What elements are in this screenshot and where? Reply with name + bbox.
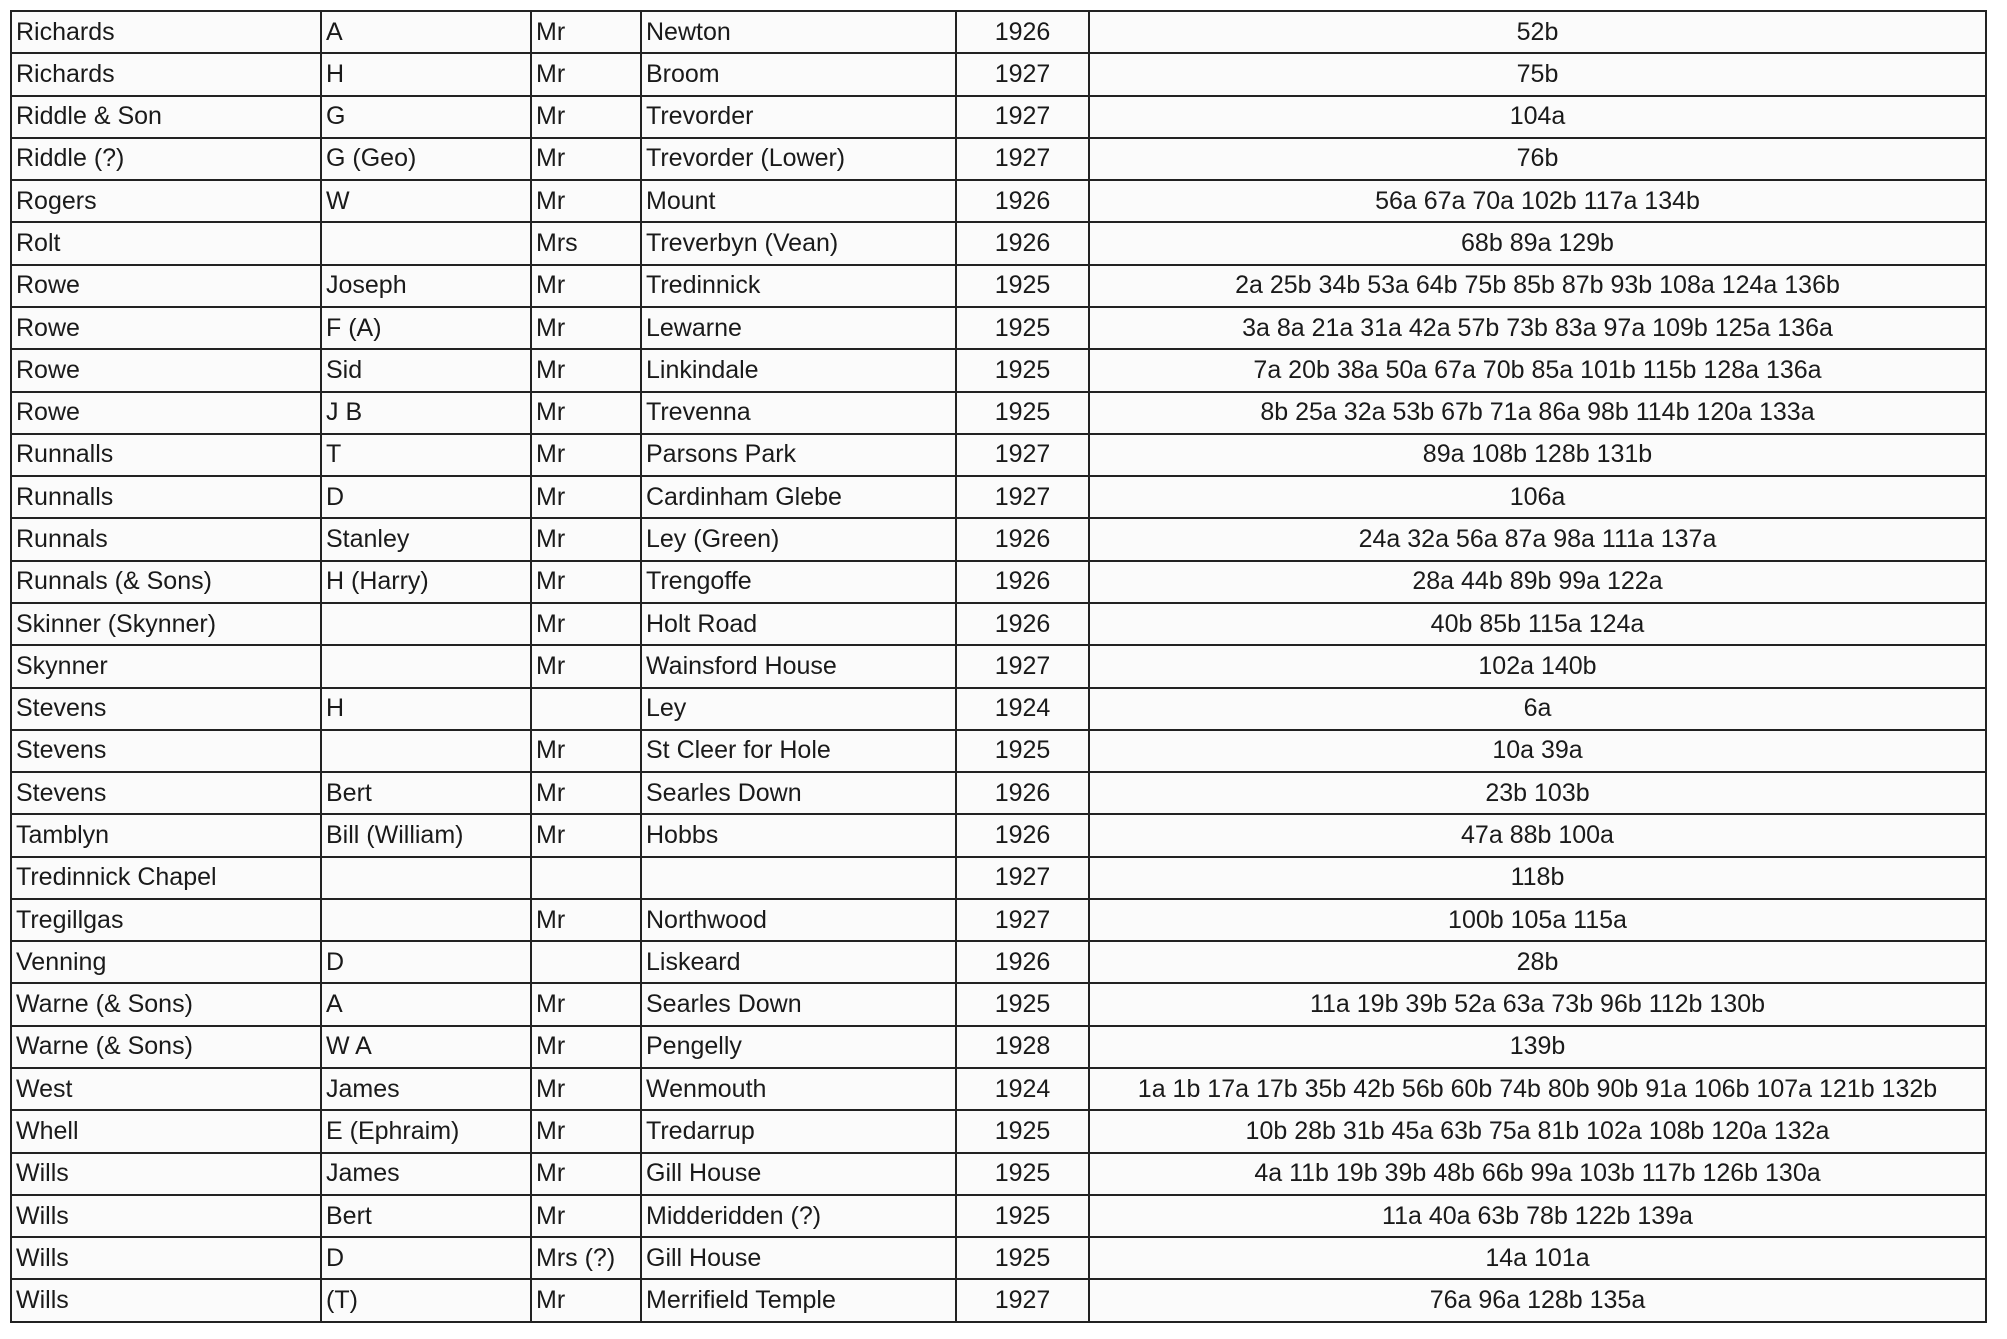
surname-cell: Rogers (11, 180, 321, 222)
page-references-cell: 14a 101a (1089, 1237, 1986, 1279)
table-row (11, 434, 1986, 476)
first-name-cell: Joseph (321, 265, 531, 307)
place-cell: St Cleer for Hole (641, 730, 956, 772)
year-cell: 1927 (956, 476, 1089, 518)
place-cell: Searles Down (641, 983, 956, 1025)
page-references-cell: 11a 19b 39b 52a 63a 73b 96b 112b 130b (1089, 983, 1986, 1025)
page-references-cell: 1a 1b 17a 17b 35b 42b 56b 60b 74b 80b 90b 91a 106b 107a 121b 132b (1089, 1068, 1986, 1110)
place-cell: Holt Road (641, 603, 956, 645)
page-references-cell: 7a 20b 38a 50a 67a 70b 85a 101b 115b 128a 136a (1089, 349, 1986, 391)
title-cell (531, 857, 641, 899)
surname-cell: Rowe (11, 265, 321, 307)
place-cell: Northwood (641, 899, 956, 941)
surname-cell: Whell (11, 1110, 321, 1152)
title-cell: Mr (531, 983, 641, 1025)
year-cell: 1925 (956, 307, 1089, 349)
year-cell: 1927 (956, 434, 1089, 476)
year-cell: 1926 (956, 222, 1089, 264)
first-name-cell: E (Ephraim) (321, 1110, 531, 1152)
place-cell: Lewarne (641, 307, 956, 349)
page-references-cell: 56a 67a 70a 102b 117a 134b (1089, 180, 1986, 222)
table-row (11, 857, 1986, 899)
year-cell: 1925 (956, 265, 1089, 307)
surname-cell: Stevens (11, 730, 321, 772)
first-name-cell: (T) (321, 1279, 531, 1322)
first-name-cell: D (321, 941, 531, 983)
surname-cell: Wills (11, 1279, 321, 1322)
place-cell: Trevenna (641, 392, 956, 434)
title-cell: Mr (531, 730, 641, 772)
table-row (11, 476, 1986, 518)
year-cell: 1928 (956, 1026, 1089, 1068)
first-name-cell: Bert (321, 772, 531, 814)
table-row (11, 518, 1986, 560)
table-row (11, 1195, 1986, 1237)
title-cell: Mr (531, 96, 641, 138)
page-references-cell: 118b (1089, 857, 1986, 899)
place-cell: Searles Down (641, 772, 956, 814)
first-name-cell: A (321, 11, 531, 53)
surname-cell: Rolt (11, 222, 321, 264)
register-table-body (11, 11, 1986, 1322)
title-cell (531, 941, 641, 983)
page-references-cell: 3a 8a 21a 31a 42a 57b 73b 83a 97a 109b 125a 136a (1089, 307, 1986, 349)
table-row (11, 265, 1986, 307)
first-name-cell: H (321, 688, 531, 730)
place-cell: Broom (641, 53, 956, 95)
year-cell: 1926 (956, 772, 1089, 814)
surname-cell: Skynner (11, 645, 321, 687)
title-cell: Mr (531, 561, 641, 603)
first-name-cell (321, 603, 531, 645)
first-name-cell: J B (321, 392, 531, 434)
year-cell: 1925 (956, 730, 1089, 772)
year-cell: 1925 (956, 1195, 1089, 1237)
title-cell: Mr (531, 349, 641, 391)
first-name-cell: G (321, 96, 531, 138)
title-cell: Mr (531, 434, 641, 476)
place-cell: Tredinnick (641, 265, 956, 307)
year-cell: 1927 (956, 96, 1089, 138)
surname-cell: West (11, 1068, 321, 1110)
first-name-cell: T (321, 434, 531, 476)
first-name-cell: Bert (321, 1195, 531, 1237)
page-references-cell: 11a 40a 63b 78b 122b 139a (1089, 1195, 1986, 1237)
table-row (11, 11, 1986, 53)
place-cell: Parsons Park (641, 434, 956, 476)
place-cell: Wenmouth (641, 1068, 956, 1110)
title-cell: Mr (531, 772, 641, 814)
table-row (11, 138, 1986, 180)
year-cell: 1925 (956, 1153, 1089, 1195)
table-row (11, 96, 1986, 138)
surname-cell: Runnalls (11, 476, 321, 518)
year-cell: 1926 (956, 561, 1089, 603)
place-cell: Trevorder (Lower) (641, 138, 956, 180)
first-name-cell (321, 222, 531, 264)
table-row (11, 899, 1986, 941)
page-references-cell: 139b (1089, 1026, 1986, 1068)
place-cell: Trevorder (641, 96, 956, 138)
surname-cell: Skinner (Skynner) (11, 603, 321, 645)
surname-cell: Richards (11, 53, 321, 95)
surname-cell: Runnals (11, 518, 321, 560)
surname-cell: Rowe (11, 349, 321, 391)
first-name-cell (321, 645, 531, 687)
table-row (11, 688, 1986, 730)
title-cell: Mr (531, 1026, 641, 1068)
table-row (11, 941, 1986, 983)
first-name-cell: James (321, 1153, 531, 1195)
page-references-cell: 28a 44b 89b 99a 122a (1089, 561, 1986, 603)
table-row (11, 730, 1986, 772)
place-cell: Treverbyn (Vean) (641, 222, 956, 264)
table-row (11, 645, 1986, 687)
place-cell: Gill House (641, 1237, 956, 1279)
place-cell: Newton (641, 11, 956, 53)
title-cell: Mr (531, 603, 641, 645)
title-cell: Mr (531, 518, 641, 560)
table-row (11, 222, 1986, 264)
table-row (11, 1237, 1986, 1279)
page-references-cell: 106a (1089, 476, 1986, 518)
surname-cell: Runnals (& Sons) (11, 561, 321, 603)
first-name-cell: W A (321, 1026, 531, 1068)
year-cell: 1926 (956, 814, 1089, 856)
page-references-cell: 75b (1089, 53, 1986, 95)
year-cell: 1926 (956, 603, 1089, 645)
first-name-cell: A (321, 983, 531, 1025)
place-cell: Wainsford House (641, 645, 956, 687)
year-cell: 1927 (956, 645, 1089, 687)
surname-cell: Venning (11, 941, 321, 983)
page-references-cell: 10b 28b 31b 45a 63b 75a 81b 102a 108b 120a 132a (1089, 1110, 1986, 1152)
page-references-cell: 40b 85b 115a 124a (1089, 603, 1986, 645)
table-row (11, 603, 1986, 645)
page-references-cell: 100b 105a 115a (1089, 899, 1986, 941)
place-cell (641, 857, 956, 899)
title-cell: Mr (531, 899, 641, 941)
title-cell: Mr (531, 1195, 641, 1237)
table-row (11, 1026, 1986, 1068)
year-cell: 1927 (956, 857, 1089, 899)
place-cell: Liskeard (641, 941, 956, 983)
table-row (11, 1153, 1986, 1195)
place-cell: Trengoffe (641, 561, 956, 603)
title-cell: Mr (531, 307, 641, 349)
title-cell: Mr (531, 53, 641, 95)
surname-cell: Tregillgas (11, 899, 321, 941)
year-cell: 1924 (956, 1068, 1089, 1110)
register-table (10, 10, 1987, 1323)
surname-cell: Warne (& Sons) (11, 983, 321, 1025)
table-row (11, 307, 1986, 349)
page-references-cell: 89a 108b 128b 131b (1089, 434, 1986, 476)
year-cell: 1925 (956, 1110, 1089, 1152)
surname-cell: Warne (& Sons) (11, 1026, 321, 1068)
surname-cell: Runnalls (11, 434, 321, 476)
surname-cell: Richards (11, 11, 321, 53)
place-cell: Linkindale (641, 349, 956, 391)
table-row (11, 1110, 1986, 1152)
year-cell: 1926 (956, 518, 1089, 560)
title-cell: Mr (531, 1068, 641, 1110)
page-references-cell: 23b 103b (1089, 772, 1986, 814)
title-cell: Mrs (?) (531, 1237, 641, 1279)
first-name-cell (321, 899, 531, 941)
first-name-cell: Bill (William) (321, 814, 531, 856)
first-name-cell: D (321, 1237, 531, 1279)
page-references-cell: 47a 88b 100a (1089, 814, 1986, 856)
page-references-cell: 6a (1089, 688, 1986, 730)
table-row (11, 1068, 1986, 1110)
first-name-cell: W (321, 180, 531, 222)
page-references-cell: 28b (1089, 941, 1986, 983)
year-cell: 1925 (956, 392, 1089, 434)
table-row (11, 983, 1986, 1025)
surname-cell: Wills (11, 1237, 321, 1279)
surname-cell: Stevens (11, 772, 321, 814)
table-row (11, 772, 1986, 814)
place-cell: Merrifield Temple (641, 1279, 956, 1322)
title-cell: Mr (531, 11, 641, 53)
page-references-cell: 76b (1089, 138, 1986, 180)
title-cell: Mr (531, 265, 641, 307)
title-cell: Mr (531, 814, 641, 856)
scanned-document-page (10, 10, 1985, 1323)
page-references-cell: 102a 140b (1089, 645, 1986, 687)
year-cell: 1927 (956, 899, 1089, 941)
surname-cell: Wills (11, 1153, 321, 1195)
table-row (11, 392, 1986, 434)
year-cell: 1927 (956, 138, 1089, 180)
title-cell: Mr (531, 1279, 641, 1322)
table-row (11, 180, 1986, 222)
page-references-cell: 2a 25b 34b 53a 64b 75b 85b 87b 93b 108a 124a 136b (1089, 265, 1986, 307)
first-name-cell: Sid (321, 349, 531, 391)
table-row (11, 1279, 1986, 1322)
surname-cell: Tredinnick Chapel (11, 857, 321, 899)
place-cell: Ley (641, 688, 956, 730)
table-row (11, 53, 1986, 95)
first-name-cell (321, 730, 531, 772)
surname-cell: Riddle & Son (11, 96, 321, 138)
place-cell: Ley (Green) (641, 518, 956, 560)
first-name-cell: James (321, 1068, 531, 1110)
first-name-cell: Stanley (321, 518, 531, 560)
page-references-cell: 76a 96a 128b 135a (1089, 1279, 1986, 1322)
page-references-cell: 10a 39a (1089, 730, 1986, 772)
year-cell: 1924 (956, 688, 1089, 730)
page-references-cell: 52b (1089, 11, 1986, 53)
year-cell: 1925 (956, 1237, 1089, 1279)
page-references-cell: 68b 89a 129b (1089, 222, 1986, 264)
surname-cell: Stevens (11, 688, 321, 730)
surname-cell: Wills (11, 1195, 321, 1237)
first-name-cell: H (321, 53, 531, 95)
first-name-cell: F (A) (321, 307, 531, 349)
page-references-cell: 104a (1089, 96, 1986, 138)
surname-cell: Rowe (11, 392, 321, 434)
title-cell (531, 688, 641, 730)
title-cell: Mrs (531, 222, 641, 264)
year-cell: 1925 (956, 983, 1089, 1025)
place-cell: Cardinham Glebe (641, 476, 956, 518)
place-cell: Pengelly (641, 1026, 956, 1068)
first-name-cell: G (Geo) (321, 138, 531, 180)
title-cell: Mr (531, 645, 641, 687)
year-cell: 1926 (956, 11, 1089, 53)
title-cell: Mr (531, 180, 641, 222)
table-row (11, 814, 1986, 856)
page-references-cell: 8b 25a 32a 53b 67b 71a 86a 98b 114b 120a 133a (1089, 392, 1986, 434)
year-cell: 1926 (956, 180, 1089, 222)
title-cell: Mr (531, 1110, 641, 1152)
surname-cell: Tamblyn (11, 814, 321, 856)
year-cell: 1925 (956, 349, 1089, 391)
surname-cell: Riddle (?) (11, 138, 321, 180)
title-cell: Mr (531, 476, 641, 518)
title-cell: Mr (531, 138, 641, 180)
page-references-cell: 24a 32a 56a 87a 98a 111a 137a (1089, 518, 1986, 560)
place-cell: Mount (641, 180, 956, 222)
table-row (11, 561, 1986, 603)
first-name-cell (321, 857, 531, 899)
page-references-cell: 4a 11b 19b 39b 48b 66b 99a 103b 117b 126b 130a (1089, 1153, 1986, 1195)
first-name-cell: D (321, 476, 531, 518)
year-cell: 1927 (956, 53, 1089, 95)
table-row (11, 349, 1986, 391)
place-cell: Tredarrup (641, 1110, 956, 1152)
place-cell: Gill House (641, 1153, 956, 1195)
first-name-cell: H (Harry) (321, 561, 531, 603)
surname-cell: Rowe (11, 307, 321, 349)
title-cell: Mr (531, 1153, 641, 1195)
place-cell: Midderidden (?) (641, 1195, 956, 1237)
year-cell: 1927 (956, 1279, 1089, 1322)
title-cell: Mr (531, 392, 641, 434)
year-cell: 1926 (956, 941, 1089, 983)
place-cell: Hobbs (641, 814, 956, 856)
